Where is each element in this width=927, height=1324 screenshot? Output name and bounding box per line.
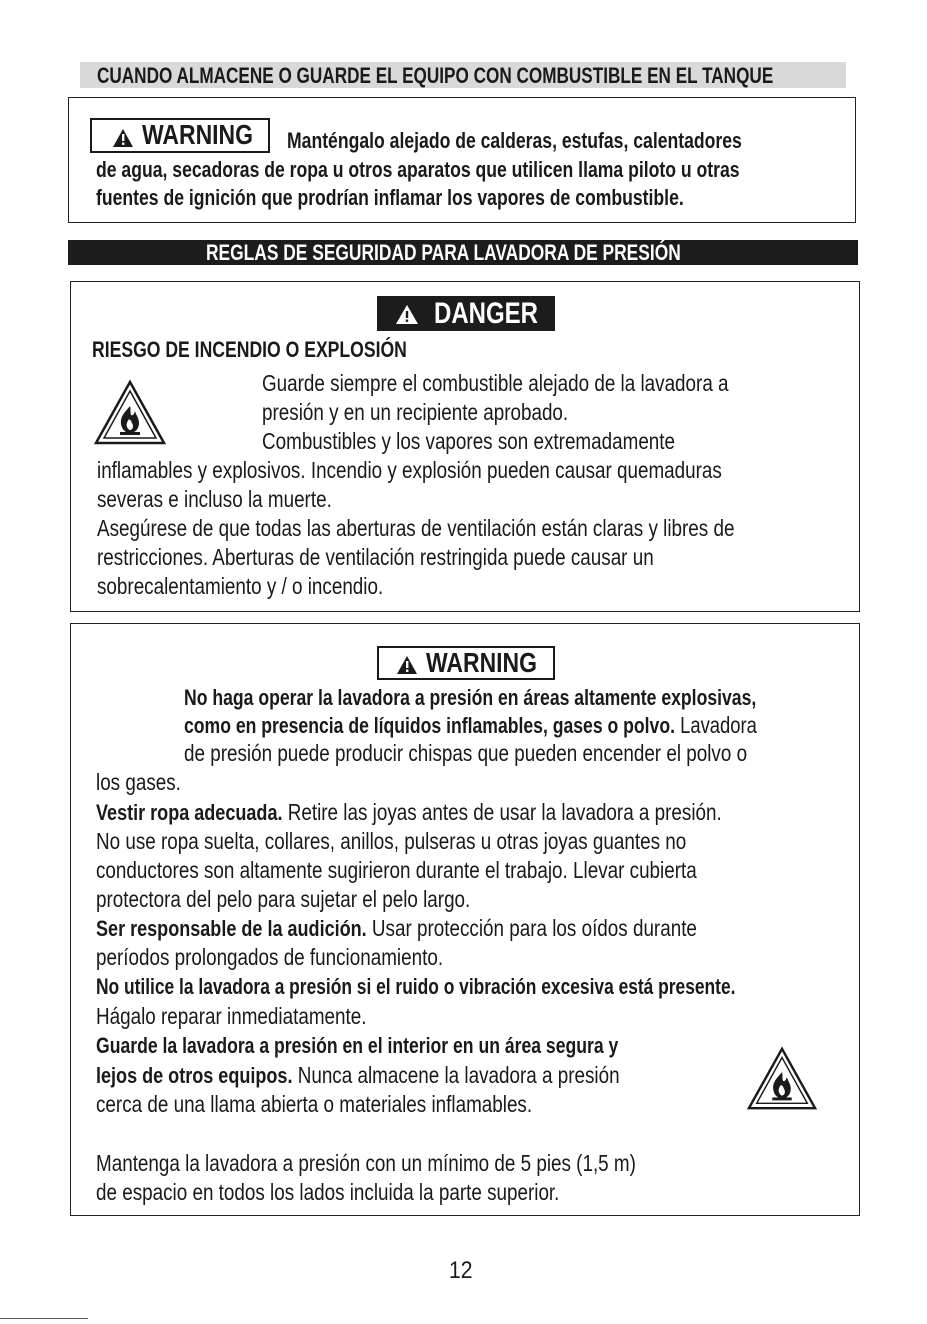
warning-line-17: de espacio en todos los lados incluida la parte superior.: [96, 1179, 560, 1205]
warning-line-12: Hágalo reparar inmediatamente.: [96, 1003, 367, 1029]
storage-heading-band: [80, 62, 846, 88]
rules-heading: REGLAS DE SEGURIDAD PARA LAVADORA DE PRESIÓN: [206, 240, 681, 265]
danger-line-7: restricciones. Aberturas de ventilación restringida puede causar un: [97, 544, 654, 570]
warning-line-2: [184, 712, 757, 739]
warning-line-4: los gases.: [96, 769, 181, 795]
storage-line-1: Manténgalo alejado de calderas, estufas, calentadores: [287, 128, 742, 153]
danger-badge: [377, 296, 555, 331]
alert-triangle-icon: [396, 655, 418, 675]
alert-triangle-icon: [112, 128, 134, 148]
warning-line-13: Guarde la lavadora a presión en el interior en un área segura y: [96, 1033, 619, 1058]
rules-heading-band: [68, 240, 858, 265]
warning-line-14: [96, 1062, 620, 1089]
storage-warning-box: [68, 97, 856, 223]
hazard-title: RIESGO DE INCENDIO O EXPLOSIÓN: [92, 337, 407, 362]
danger-box: [70, 281, 860, 612]
warning-line-14-rest: Nunca almacene la lavadora a presión: [292, 1062, 620, 1088]
warning-line-16: Mantenga la lavadora a presión con un mínimo de 5 pies (1,5 m): [96, 1150, 636, 1176]
warning-line-9-rest: Usar protección para los oídos durante: [366, 915, 697, 941]
danger-badge-label: DANGER: [434, 297, 539, 330]
danger-line-1: Guarde siempre el combustible alejado de la lavadora a: [262, 370, 729, 396]
warning-line-10: períodos prolongados de funcionamiento.: [96, 944, 444, 970]
storage-heading: CUANDO ALMACENE O GUARDE EL EQUIPO CON COMBUSTIBLE EN EL TANQUE: [97, 63, 774, 88]
warning-line-1: No haga operar la lavadora a presión en áreas altamente explosivas,: [184, 685, 757, 710]
warning-line-15: cerca de una llama abierta o materiales inflamables.: [96, 1091, 533, 1117]
storage-line-3: fuentes de ignición que prodrían inflamar los vapores de combustible.: [96, 185, 684, 210]
danger-line-5: severas e incluso la muerte.: [97, 486, 332, 512]
warning-line-2-bold: como en presencia de líquidos inflamables, gases o polvo.: [184, 713, 675, 738]
warning-line-11: No utilice la lavadora a presión si el ruido o vibración excesiva está presente.: [96, 974, 736, 999]
warning-line-5-bold: Vestir ropa adecuada.: [96, 800, 283, 825]
danger-line-8: sobrecalentamiento y / o incendio.: [97, 573, 384, 599]
warning-line-7: conductores son altamente sugirieron durante el trabajo. Llevar cubierta: [96, 857, 697, 883]
flammable-warning-icon: [746, 1044, 818, 1112]
footer-rule: [0, 1318, 88, 1319]
warning-badge: [90, 118, 270, 153]
pressure-washer-warning-box: [70, 623, 860, 1216]
danger-line-2: presión y en un recipiente aprobado.: [262, 399, 569, 425]
storage-line-2: de agua, secadoras de ropa u otros aparatos que utilicen llama piloto u otras: [96, 157, 740, 182]
warning-line-8: protectora del pelo para sujetar el pelo largo.: [96, 886, 471, 912]
flammable-warning-icon: [93, 378, 167, 446]
warning-line-3: de presión puede producir chispas que pueden encender el polvo o: [184, 740, 748, 766]
warning-line-9: [96, 915, 697, 942]
danger-line-6: Asegúrese de que todas las aberturas de ventilación están claras y libres de: [97, 515, 735, 541]
danger-line-4: inflamables y explosivos. Incendio y explosión pueden causar quemaduras: [97, 457, 722, 483]
warning-line-5-rest: Retire las joyas antes de usar la lavadora a presión.: [282, 799, 722, 825]
warning-line-5: [96, 799, 722, 826]
warning-badge-label: WARNING: [426, 647, 537, 678]
warning-line-14-bold: lejos de otros equipos.: [96, 1063, 293, 1088]
page-number: 12: [449, 1257, 473, 1284]
warning-line-9-bold: Ser responsable de la audición.: [96, 916, 367, 941]
warning-line-2-rest: Lavadora: [674, 712, 757, 738]
danger-line-3: Combustibles y los vapores son extremadamente: [262, 428, 676, 454]
alert-triangle-icon: [395, 304, 419, 325]
warning-line-6: No use ropa suelta, collares, anillos, pulseras u otras joyas guantes no: [96, 828, 687, 854]
warning-badge: [377, 646, 555, 680]
warning-badge-label: WARNING: [142, 119, 253, 150]
